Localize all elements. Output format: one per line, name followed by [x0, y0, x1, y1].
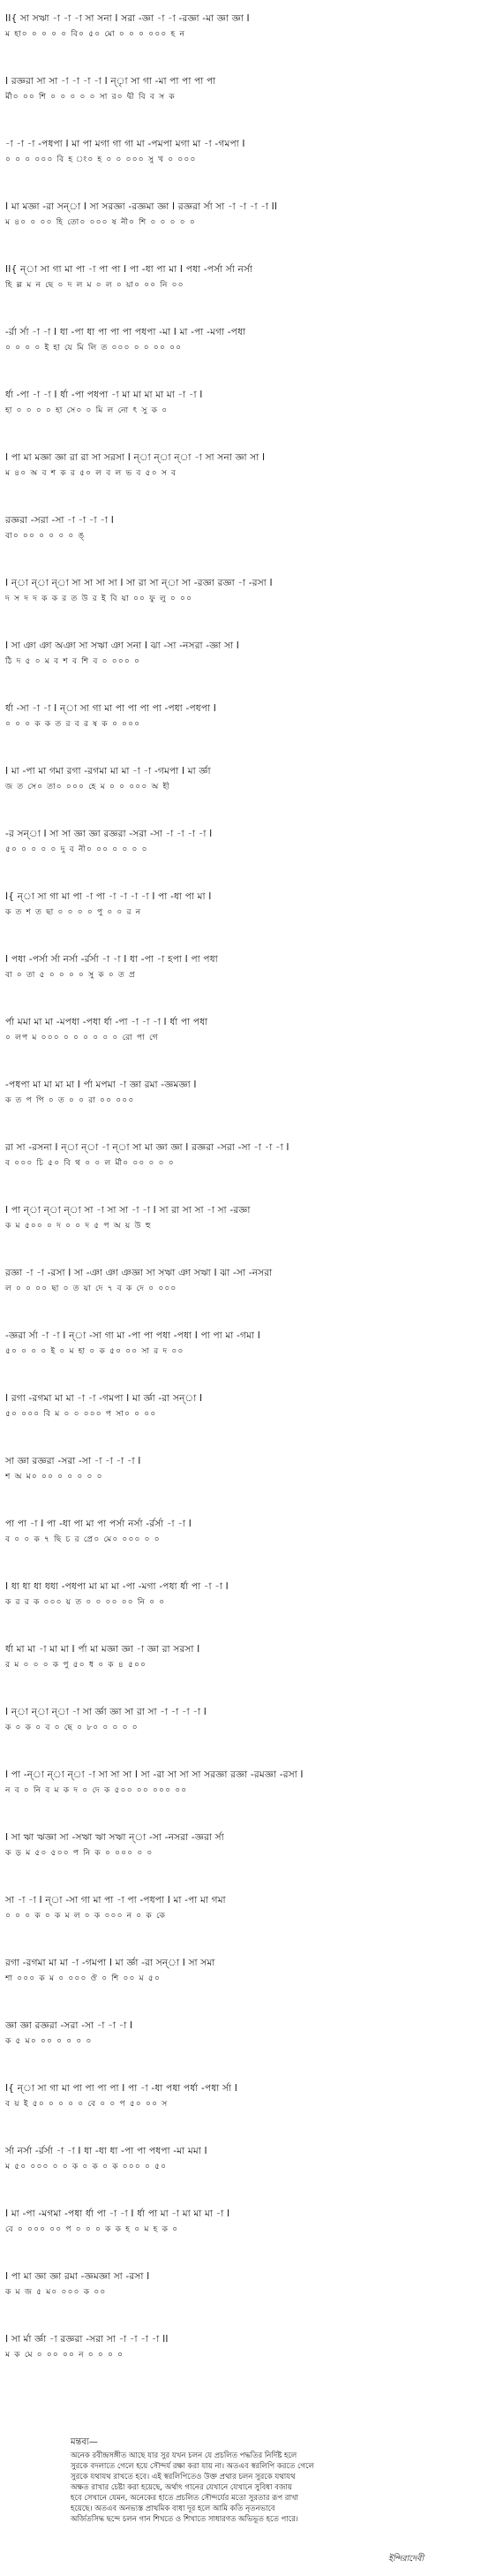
- stave-lyrics: বা০ ০০ ০ ০ ০ ০ ঙ্: [5, 532, 86, 541]
- stave-28: [5, 1706, 491, 1733]
- stave-notes: I পা মা মজ্ঞা জ্ঞা রা রা সা সরসা I ন্া ন্া ন্া -া সা সনা জ্ঞা সা I: [5, 452, 266, 463]
- stave-lyrics: ৫০ ০ ০ ০ ই ০ ম হা ০ ক ৫০ ০০ সা র দ ০০: [5, 1347, 184, 1356]
- stave-lyrics: বে ০ ০০০ ০০ প ০ ০ ০ ক ক হ ০ ম হ ক ০: [5, 2225, 179, 2234]
- stave-notes: II{ সা সঋা -া -া -া সা সনা I সরা -জ্ঞা -া -া -রজ্ঞা -মা জ্ঞা জ্ঞা I: [5, 13, 250, 24]
- stave-35: [5, 2145, 491, 2172]
- stave-notes: র্সা নর্সা -র্রর্সা -া -া I ধা -ধা ধা -পা পা পধপা -মা মমা I: [5, 2146, 207, 2156]
- stave-16: [5, 953, 491, 981]
- stave-lyrics: দ স দ দ ক ক র ত উ র ই বি য়া ০০ ফু লু ০ ০০: [5, 595, 193, 603]
- stave-notes: -পধপা মা মা মা মা I র্পা মপমা -া জ্ঞা রমা -জ্ঞমজ্ঞা I: [5, 1080, 197, 1090]
- stave-notes: -র্রা র্সা -া -া I ধা -পা ধা পা পা পা পধপা -মা I মা -পা -মগা -পধা: [5, 327, 246, 337]
- stave-notes: I ন্া ন্া ন্া সা সা সা সা I সা রা সা ন্া সা -রজ্ঞা রজ্ঞা -া -রসা I: [5, 578, 273, 588]
- stave-19: [5, 1141, 491, 1169]
- remark-label: মন্তব্য—: [71, 2437, 98, 2447]
- stave-22: [5, 1330, 491, 1357]
- stave-21: [5, 1267, 491, 1294]
- stave-32: [5, 1957, 491, 1984]
- stave-1: [5, 12, 491, 40]
- stave-notes: র্পা মমা মা মা -মপধা -পধা র্ধা -পা -া -া -া I র্ধা পা পধা: [5, 1017, 208, 1027]
- stave-lyrics: ক ত শ ত ছা ০ ০ ০ ০ পু ০ ০ র ন: [5, 908, 142, 917]
- stave-lyrics: ক ০ ক ০ ব ০ ছে ০ ৮০ ০ ০ ০ ০: [5, 1724, 139, 1732]
- stave-notes: রজ্ঞরা -সরা -সা -া -া -া -া I: [5, 515, 114, 526]
- stave-notes: I পধা -পর্সা র্সা নর্সা -র্রর্সা -া -া I ধা -পা -া হপা I পা পধা: [5, 954, 218, 965]
- stave-lyrics: ম ক মে ০ ০০ ০০ ন ০ ০ ০ ০: [5, 2351, 124, 2360]
- stave-10: [5, 577, 491, 604]
- stave-7: [5, 389, 491, 416]
- stave-notes: পা পা -া I পা -ধা পা মা পা পর্সা নর্সা -র্রর্সা -া -া I: [5, 1519, 192, 1529]
- stave-notes: I ধা ধা ধা ধধা -পধপা মা মা মা -পা -মগা -পধা র্ধা পা -া -া I: [5, 1581, 229, 1592]
- stave-lyrics: ম ৪০ ০ ০০ হি তো০ ০০০ ষ নী০ শি ০ ০ ০ ০ ০: [5, 218, 196, 227]
- stave-lyrics: র ম ০ ০ ০ ক পু ৫০ ধ ০ ক ৪ ৫০০: [5, 1661, 147, 1670]
- stave-lyrics: ক ড় ম ৫০ ৫০০ প নি ক ০ ০০০ ০ ০: [5, 1849, 154, 1858]
- stave-notes: I সা ঞা ঞা অঞা সা সঋা ঞা সনা I ঝা -সা -নসরা -জ্ঞা সা I: [5, 640, 240, 651]
- stave-lyrics: ক ম জ ৫ ম০ ০০০ ক ০০: [5, 2288, 107, 2297]
- stave-notes: I পা -ন্া ন্া ন্া -া সা সা সা I সা -রা সা সা সা সরজ্ঞা রজ্ঞা -রমজ্ঞা -রসা I: [5, 1769, 304, 1780]
- stave-lyrics: ল ০ ০ ০০ ছা ০ ত য়া দে ৭ ব ক দে ০ ০০০: [5, 1284, 177, 1293]
- stave-3: [5, 138, 491, 165]
- stave-lyrics: বা ০ তা ৫ ০ ০ ০ ০ সু ক ০ ত প্র: [5, 971, 136, 980]
- stave-lyrics: ঠি দ ৫ ০ ম ব শ ব শি ব ০ ০০০ ০: [5, 657, 141, 666]
- stave-lyrics: ম ৪০ অ ব শ ক র ৫০ ল ব ল ভ ব ৫০ স ব: [5, 469, 177, 478]
- stave-lyrics: ম হা০ ০ ০ ০ ০ বি০ ৫০ মো ০ ০ ০ ০০০ হ ন: [5, 30, 186, 39]
- stave-lyrics: ০ ০ ০ ক ক ত র ব র ষ ক ০ ০০০: [5, 720, 141, 729]
- stave-lyrics: ব ০ ০ ক ৭ ছি চ র প্রে০ মে০ ০০০ ০ ০: [5, 1535, 161, 1544]
- stave-notes: I মা মজ্ঞা -রা সন্া I সা সরজ্ঞা -রজ্ঞমা জ্ঞা I রজ্ঞরা র্সা সা -া -া -া -া II: [5, 201, 278, 212]
- stave-29: [5, 1769, 491, 1796]
- stave-26: [5, 1580, 491, 1608]
- stave-lyrics: ম ৫০ ০০০ ০ ০ ক ০ ক ০ ক ০০০ ০ ৫০: [5, 2163, 168, 2171]
- stave-notes: -জ্ঞরা র্সা -া -া I ন্া -সা গা মা -পা পা পধা -পধা I পা পা মা -গমা I: [5, 1330, 261, 1341]
- stave-14: [5, 828, 491, 855]
- stave-5: [5, 263, 491, 291]
- stave-lyrics: ০ ০ ০ ০ ই হা যে মি লি ত ০০০ ০ ০ ০০ ০০: [5, 344, 183, 352]
- remark-body: অনেক রবীন্দ্রসঙ্গীত আছে যার সুর যখন চলন যে প্রচলিত পদ্ধতির নির্দিষ্ট হলে সুরকে বদলাতে গেলে হয়ে সৌন্দর্য রক্ষা করা যায় না। অতএব স্বরলিপি করতে গেলে সুরকে যথাযথ রাখতে হবে। এই স্বরলিপিতেও উক্ত প্রথার চলন সুরকে যথাযথ অক্ষত রাখার চেষ্টা করা হয়েছে, অর্থাৎ গানের যেখানে যেখানে সুবিধা বজায় হবে সেখানে যেমন, অনেকের হাতে প্রচলিত সৌন্দর্যের মতো সুরতার রূপ রাখা হয়েছে। অতএব অনভ্যস্ত প্রাথমিক বাধা দূর হলে আমি কতি নৃতনভাবে অর্জিতসিদ্ধ ছন্দে চলন গান শিখতে ও শিখাতে সাধারণত অভিভূত হতে পারে।: [71, 2451, 314, 2524]
- stave-24: [5, 1455, 491, 1482]
- stave-notes: I ন্া ন্া ন্া -া সা র্জ্ঞা জ্ঞা সা রা সা -া -া -া -া I: [5, 1707, 207, 1717]
- stave-notes: সা জ্ঞা রজ্ঞরা -সরা -সা -া -া -া -া I: [5, 1456, 141, 1466]
- stave-notes: জ্ঞা জ্ঞা রজ্ঞরা -সরা -সা -া -া -া I: [5, 2020, 133, 2031]
- stave-25: [5, 1518, 491, 1545]
- stave-34: [5, 2082, 491, 2110]
- stave-lyrics: ব ০০০ চি ৫০ বি থ ০ ০ ল র্মী০ ০০ ০ ০ ০: [5, 1159, 175, 1168]
- stave-8: [5, 451, 491, 479]
- stave-20: [5, 1204, 491, 1231]
- stave-notes: I রজ্ঞরা সা সা -া -া -া -া I ন্ৃা সা গা -মা পা পা পা পা: [5, 76, 216, 87]
- stave-30: [5, 1831, 491, 1859]
- stave-13: [5, 765, 491, 792]
- stave-lyrics: হা ০ ০ ০ ০ হা সে০ ০ মি ল নো ৎ সু ক ০: [5, 406, 169, 415]
- stave-notes: -া -া -া -পধপা I মা পা মগা গা গা মা -পমপা মগা মা -া -গমপা I: [5, 139, 245, 149]
- stave-17: [5, 1016, 491, 1043]
- stave-notes: -র সন্া I সা সা জ্ঞা জ্ঞা রজ্ঞরা -সরা -সা -া -া -া -া I: [5, 829, 213, 839]
- stave-lyrics: ন ব ০ নি ব ম ক দ ০ দে ক ৫০০ ০০ ০০০ ০০: [5, 1786, 188, 1795]
- stave-31: [5, 1894, 491, 1921]
- stave-lyrics: শা ০০০ ক ম ০ ০০০ ঔ ০ শি ০০ ম ৫০: [5, 1974, 161, 1983]
- stave-notes: I পা মা জ্ঞা জ্ঞা রমা -জ্ঞমজ্ঞা সা -রসা I: [5, 2271, 150, 2282]
- stave-notes: রজ্ঞা -া -া -রসা I সা -ঞা ঞা ঞজ্ঞা সা সঋা ঞা সঋা I ঝা -সা -নসরা: [5, 1268, 273, 1278]
- stave-18: [5, 1079, 491, 1106]
- stave-33: [5, 2019, 491, 2047]
- stave-lyrics: ব য় ই ৫০ ০ ০ ০ ০ বে ০ ০ প ৫০ ০০ স: [5, 2100, 169, 2109]
- stave-notes: রা সা -রসনা I ন্া ন্া -া ন্া সা মা জ্ঞা জ্ঞা I রজ্ঞরা -সরা -সা -া -া -া I: [5, 1142, 289, 1153]
- stave-notes: II{ ন্া সা গা মা পা -া পা পা I পা -ধা পা মা I পধা -পর্সা র্সা নর্সা: [5, 264, 253, 275]
- stave-notes: I সা র্মা র্জ্ঞা -া রজ্ঞরা -সরা সা -া -া -া -া II: [5, 2334, 169, 2345]
- stave-23: [5, 1392, 491, 1420]
- stave-lyrics: ক ৫ ম০ ০০ ০ ০ ০ ০: [5, 2037, 93, 2046]
- stave-lyrics: ০ ০ ০ ০০০ বি হ ং০ হ ০ ০ ০০০ সু খ ০ ০০০: [5, 155, 197, 164]
- stave-lyrics: ৫০ ০ ০ ০ ০ দু ব নী০ ০০ ০ ০ ০ ০: [5, 845, 148, 854]
- stave-notes: I পা ন্া ন্া ন্া সা -া সা সা -া -া I সা রা সা সা -া সা -রজ্ঞা: [5, 1205, 251, 1216]
- stave-11: [5, 640, 491, 667]
- stave-notes: র্ধা -পা -া -া I র্ধা -পা পধপা -া মা মা মা মা মা -া -া I: [5, 390, 203, 400]
- stave-6: [5, 326, 491, 353]
- stave-12: [5, 702, 491, 730]
- stave-lyrics: র্মী০ ০০ শি ০ ০ ০ ০ ০ সা র০ দ্বী বি ব স ক: [5, 93, 176, 102]
- stave-notes: র্ধা -সা -া -া I ন্া সা গা মা পা পা পা পা -পধা -পধপা I: [5, 703, 217, 714]
- stave-lyrics: ০ ০ ০ ক ০ ক ম ল ০ ক ০০০ ন ০ ক কে: [5, 1912, 167, 1921]
- stave-2: [5, 75, 491, 102]
- stave-38: [5, 2333, 491, 2360]
- remark-block: [71, 2436, 450, 2525]
- stave-notes: I রগা -রগমা মা মা -া -া -গমপা I মা র্জ্ঞা -রা সন্া I: [5, 1393, 203, 1404]
- stave-notes: র্ধা মা মা -া মা মা I র্পা মা মজ্ঞা জ্ঞা -া জ্ঞা রা সরসা I: [5, 1644, 200, 1655]
- stave-37: [5, 2270, 491, 2298]
- stave-notes: I মা -পা মা গমা রগা -রগমা মা মা -া -া -গমপা I মা র্জ্ঞা: [5, 766, 211, 777]
- stave-lyrics: ৫০ ০০০ বি ম ০ ০ ০০০ প সা০ ০ ০০: [5, 1410, 157, 1419]
- stave-lyrics: ক ম ৫০০ ০ দ ০ ০ দ ৫ প অ য় উ হু: [5, 1222, 152, 1231]
- stave-lyrics: জ ত সে০ তা০ ০০০ হে ম ০ ০ ০০০ অ হী: [5, 783, 171, 792]
- stave-lyrics: শ অ ম০ ০০ ০ ০ ০ ০ ০: [5, 1473, 103, 1481]
- stave-lyrics: হি ল্ল ম ন ছে ০ দ ল ম ০ ল ০ য়া০ ০০ নি ০০: [5, 281, 184, 290]
- stave-15: [5, 890, 491, 918]
- signature: ইন্দিরাদেবী: [388, 2554, 425, 2564]
- stave-lyrics: ক র র ক ০০০ য় ত ০ ০ ০০ ০০ নি ০ ০: [5, 1598, 166, 1607]
- stave-27: [5, 1643, 491, 1671]
- stave-lyrics: ক ত প পি ০ ত ০ ০ রা ০০ ০০০: [5, 1096, 135, 1105]
- stave-9: [5, 514, 491, 542]
- stave-lyrics: ০ লপ ম ০০০ ০ ০ ০ ০ ০ ০ রো পা গে: [5, 1034, 159, 1042]
- stave-notes: I মা -পা -মগমা -পধা র্ধা পা -া -া I র্ধা পা মা -া মা মা মা -া I: [5, 2209, 230, 2219]
- stave-notes: I{ ন্া সা গা মা পা -া পা -া -া -া -া I পা -ধা পা মা I: [5, 891, 212, 902]
- stave-notes: I{ ন্া সা গা মা পা পা পা পা I পা -া -ধা পধা পর্ধা -পধা র্সা I: [5, 2083, 237, 2094]
- stave-notes: সা -া -া I ন্া -সা গা মা পা -া পা -পধপা I মা -পা মা গমা: [5, 1895, 226, 1905]
- stave-notes: I সা ঋা ঋজ্ঞা সা -সঋা ঋা সঋা ন্া -সা -নসরা -জ্ঞরা র্সা: [5, 1832, 224, 1843]
- stave-36: [5, 2208, 491, 2235]
- stave-notes: রগা -রগমা মা মা -া -গমপা I মা র্জ্ঞা -রা সন্া I সা সমা: [5, 1958, 215, 1968]
- stave-4: [5, 201, 491, 228]
